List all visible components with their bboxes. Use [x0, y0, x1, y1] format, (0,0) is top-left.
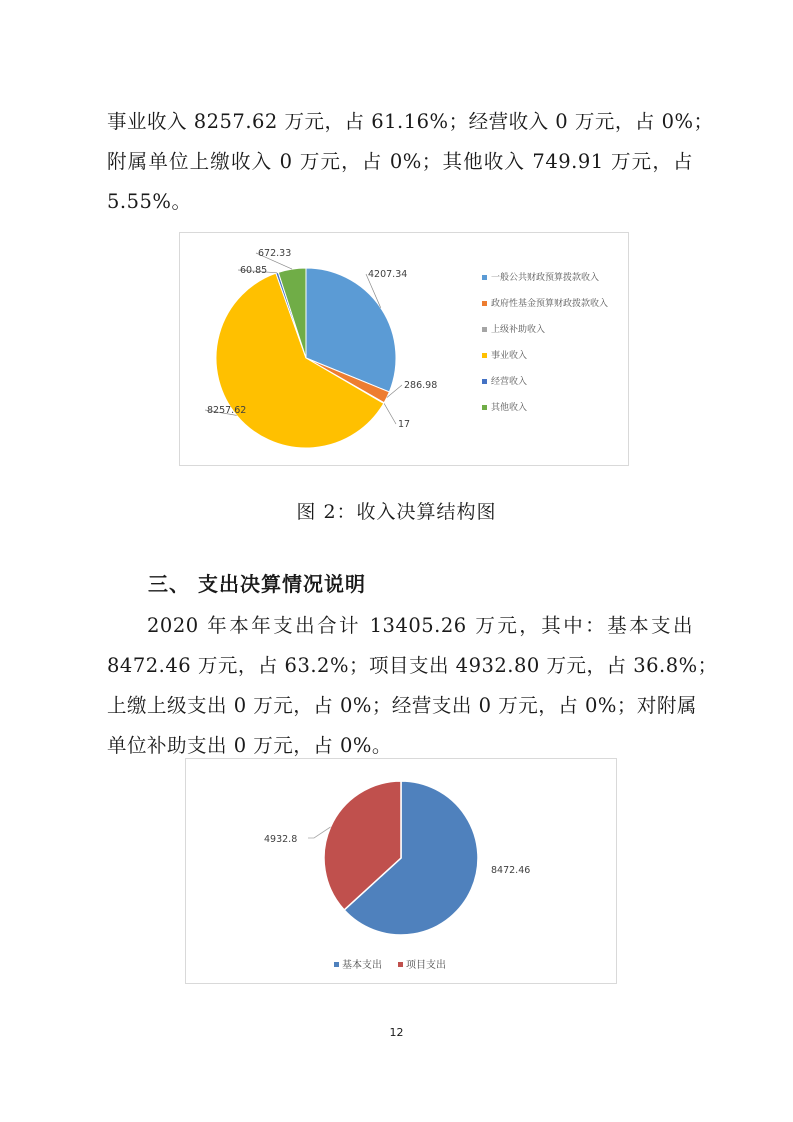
text-line: 单位补助支出 0 万元，占 0%。: [107, 734, 392, 757]
text-line: 事业收入 8257.62 万元，占 61.16%；经营收入 0 万元，占 0%；: [107, 110, 714, 133]
legend-entry: 其他收入: [491, 403, 528, 413]
text-line: 8472.46 万元，占 63.2%；项目支出 4932.80 万元，占 36.8%；: [107, 654, 718, 677]
text-line: 2020 年本年支出合计 13405.26 万元，其中：基本支出: [147, 614, 693, 637]
section-heading: 三、 支出决算情况说明: [148, 572, 366, 596]
text-line: 上缴上级支出 0 万元，占 0%；经营支出 0 万元，占 0%；对附属: [107, 694, 697, 717]
legend-swatch: [334, 962, 339, 967]
legend-entry: 政府性基金预算财政拨款收入: [491, 299, 609, 309]
expenditure-pie-chart-frame: [185, 758, 617, 984]
legend-entry: 经营收入: [491, 377, 528, 387]
income-pie-chart-frame: [179, 232, 629, 466]
legend-swatch: [482, 405, 487, 410]
text-line: 附属单位上缴收入 0 万元，占 0%；其他收入 749.91 万元，占: [107, 150, 693, 173]
paragraph-expenditure: [107, 606, 718, 766]
income-pie-chart: [180, 233, 628, 465]
legend-entry: 基本支出: [342, 960, 382, 971]
legend-swatch: [398, 962, 403, 967]
legend-entry: 事业收入: [491, 351, 528, 361]
data-label: 8257.62: [207, 405, 247, 416]
page-number: 12: [389, 1026, 404, 1039]
data-label: 4932.8: [264, 834, 298, 845]
data-label: 8472.46: [491, 865, 531, 876]
legend-entry: 上级补助收入: [491, 325, 546, 335]
expenditure-pie-chart: [186, 759, 616, 983]
data-label: 672.33: [258, 248, 292, 259]
legend-swatch: [482, 353, 487, 358]
legend-swatch: [482, 301, 487, 306]
legend-swatch: [482, 327, 487, 332]
data-label: 17: [398, 419, 411, 430]
data-label: 4207.34: [368, 269, 408, 280]
legend-swatch: [482, 379, 487, 384]
figure-caption: 图 2：收入决算结构图: [296, 501, 497, 523]
leader-line: [384, 403, 396, 424]
legend-entry: 项目支出: [406, 960, 446, 971]
paragraph-income: [107, 102, 714, 222]
data-label: 286.98: [404, 380, 438, 391]
text-line: 5.55%。: [107, 190, 192, 213]
legend-entry: 一般公共财政预算拨款收入: [491, 273, 600, 283]
legend-swatch: [482, 275, 487, 280]
data-label: 60.85: [240, 265, 268, 276]
